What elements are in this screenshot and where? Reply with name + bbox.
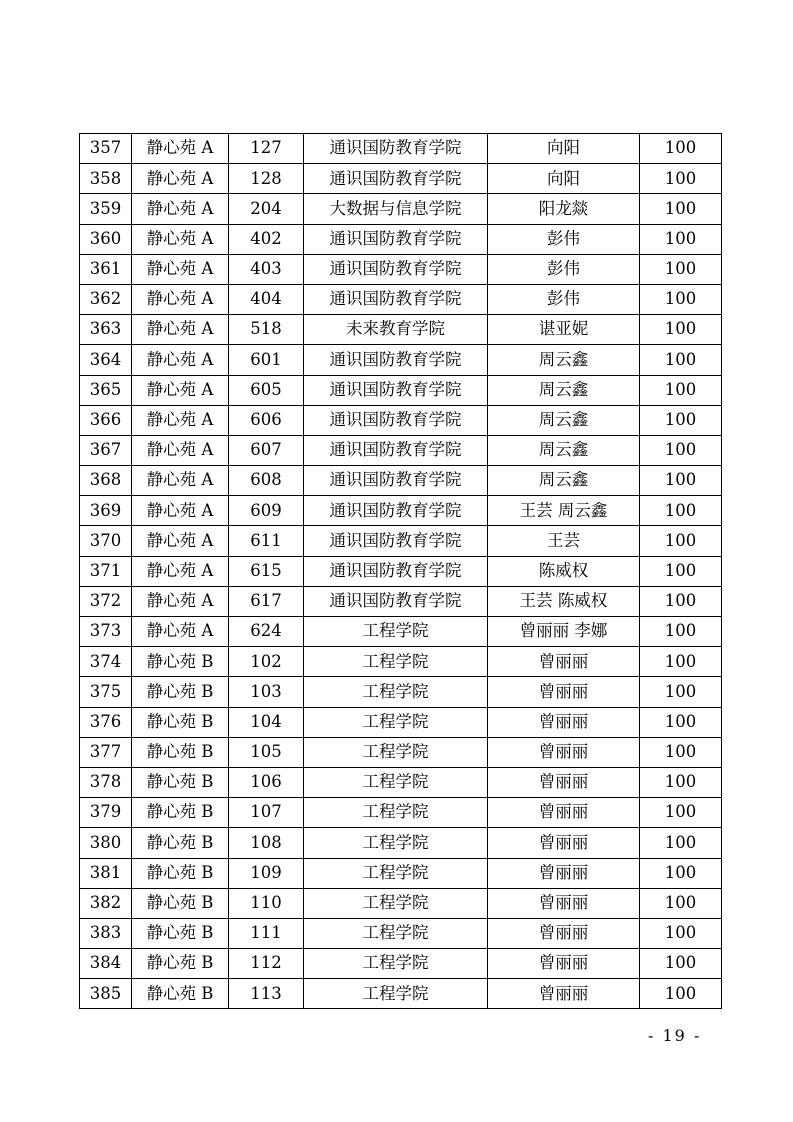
cell-room: 113 — [229, 979, 304, 1009]
cell-building: 静心苑 B — [132, 828, 229, 858]
cell-department: 工程学院 — [304, 979, 488, 1009]
cell-room: 104 — [229, 707, 304, 737]
cell-score: 100 — [640, 315, 722, 345]
cell-person: 曾丽丽 — [488, 767, 640, 797]
cell-department: 通识国防教育学院 — [304, 345, 488, 375]
table-row — [80, 134, 722, 164]
cell-person: 曾丽丽 — [488, 979, 640, 1009]
cell-seq: 378 — [80, 767, 132, 797]
cell-person: 周云鑫 — [488, 466, 640, 496]
cell-score: 100 — [640, 647, 722, 677]
cell-seq: 384 — [80, 949, 132, 979]
cell-building: 静心苑 B — [132, 798, 229, 828]
cell-person: 王芸 陈威权 — [488, 586, 640, 616]
cell-score: 100 — [640, 496, 722, 526]
cell-score: 100 — [640, 254, 722, 284]
cell-room: 615 — [229, 556, 304, 586]
cell-seq: 357 — [80, 134, 132, 164]
cell-score: 100 — [640, 586, 722, 616]
cell-seq: 367 — [80, 435, 132, 465]
cell-person: 曾丽丽 — [488, 888, 640, 918]
cell-score: 100 — [640, 858, 722, 888]
cell-score: 100 — [640, 707, 722, 737]
table-row — [80, 375, 722, 405]
cell-seq: 375 — [80, 677, 132, 707]
cell-building: 静心苑 A — [132, 586, 229, 616]
cell-building: 静心苑 A — [132, 435, 229, 465]
cell-score: 100 — [640, 435, 722, 465]
cell-building: 静心苑 A — [132, 194, 229, 224]
cell-seq: 381 — [80, 858, 132, 888]
table-row — [80, 888, 722, 918]
cell-person: 曾丽丽 — [488, 828, 640, 858]
cell-building: 静心苑 A — [132, 345, 229, 375]
cell-room: 204 — [229, 194, 304, 224]
cell-room: 111 — [229, 918, 304, 948]
cell-seq: 359 — [80, 194, 132, 224]
cell-score: 100 — [640, 375, 722, 405]
cell-person: 曾丽丽 — [488, 707, 640, 737]
cell-seq: 379 — [80, 798, 132, 828]
cell-score: 100 — [640, 224, 722, 254]
cell-seq: 374 — [80, 647, 132, 677]
cell-department: 工程学院 — [304, 828, 488, 858]
dormitory-score-table — [79, 133, 722, 1009]
table-row — [80, 677, 722, 707]
table-row — [80, 254, 722, 284]
cell-department: 工程学院 — [304, 677, 488, 707]
cell-room: 624 — [229, 617, 304, 647]
table-row — [80, 918, 722, 948]
table-row — [80, 828, 722, 858]
table-row — [80, 798, 722, 828]
cell-department: 工程学院 — [304, 737, 488, 767]
cell-room: 105 — [229, 737, 304, 767]
cell-person: 谌亚妮 — [488, 315, 640, 345]
cell-person: 周云鑫 — [488, 405, 640, 435]
cell-building: 静心苑 B — [132, 737, 229, 767]
cell-department: 通识国防教育学院 — [304, 254, 488, 284]
cell-room: 127 — [229, 134, 304, 164]
cell-department: 未来教育学院 — [304, 315, 488, 345]
cell-seq: 369 — [80, 496, 132, 526]
cell-building: 静心苑 B — [132, 858, 229, 888]
cell-department: 通识国防教育学院 — [304, 284, 488, 314]
cell-seq: 361 — [80, 254, 132, 284]
cell-score: 100 — [640, 164, 722, 194]
cell-department: 通识国防教育学院 — [304, 224, 488, 254]
cell-building: 静心苑 B — [132, 888, 229, 918]
table-row — [80, 194, 722, 224]
cell-department: 通识国防教育学院 — [304, 435, 488, 465]
cell-room: 103 — [229, 677, 304, 707]
cell-seq: 371 — [80, 556, 132, 586]
cell-room: 402 — [229, 224, 304, 254]
cell-seq: 365 — [80, 375, 132, 405]
table-row — [80, 979, 722, 1009]
cell-person: 周云鑫 — [488, 435, 640, 465]
cell-room: 608 — [229, 466, 304, 496]
cell-person: 曾丽丽 — [488, 798, 640, 828]
cell-person: 陈威权 — [488, 556, 640, 586]
cell-score: 100 — [640, 918, 722, 948]
cell-seq: 366 — [80, 405, 132, 435]
cell-room: 601 — [229, 345, 304, 375]
cell-person: 王芸 — [488, 526, 640, 556]
cell-person: 周云鑫 — [488, 375, 640, 405]
table-row — [80, 556, 722, 586]
cell-score: 100 — [640, 979, 722, 1009]
cell-building: 静心苑 B — [132, 949, 229, 979]
cell-score: 100 — [640, 677, 722, 707]
cell-seq: 377 — [80, 737, 132, 767]
cell-person: 彭伟 — [488, 224, 640, 254]
cell-department: 工程学院 — [304, 647, 488, 677]
cell-person: 王芸 周云鑫 — [488, 496, 640, 526]
cell-seq: 385 — [80, 979, 132, 1009]
cell-score: 100 — [640, 345, 722, 375]
cell-seq: 373 — [80, 617, 132, 647]
cell-seq: 383 — [80, 918, 132, 948]
cell-building: 静心苑 A — [132, 164, 229, 194]
cell-department: 通识国防教育学院 — [304, 405, 488, 435]
cell-seq: 370 — [80, 526, 132, 556]
cell-building: 静心苑 B — [132, 647, 229, 677]
cell-department: 工程学院 — [304, 767, 488, 797]
cell-seq: 380 — [80, 828, 132, 858]
cell-building: 静心苑 A — [132, 254, 229, 284]
cell-department: 通识国防教育学院 — [304, 134, 488, 164]
cell-person: 曾丽丽 — [488, 647, 640, 677]
cell-department: 工程学院 — [304, 949, 488, 979]
cell-department: 通识国防教育学院 — [304, 556, 488, 586]
cell-room: 403 — [229, 254, 304, 284]
cell-department: 通识国防教育学院 — [304, 375, 488, 405]
cell-person: 曾丽丽 — [488, 949, 640, 979]
cell-room: 128 — [229, 164, 304, 194]
cell-score: 100 — [640, 949, 722, 979]
cell-building: 静心苑 B — [132, 767, 229, 797]
cell-building: 静心苑 A — [132, 134, 229, 164]
cell-building: 静心苑 B — [132, 707, 229, 737]
cell-room: 106 — [229, 767, 304, 797]
cell-room: 102 — [229, 647, 304, 677]
table-body — [80, 134, 722, 1009]
cell-room: 108 — [229, 828, 304, 858]
cell-seq: 382 — [80, 888, 132, 918]
cell-department: 工程学院 — [304, 918, 488, 948]
cell-score: 100 — [640, 798, 722, 828]
cell-department: 通识国防教育学院 — [304, 526, 488, 556]
cell-building: 静心苑 A — [132, 315, 229, 345]
cell-department: 通识国防教育学院 — [304, 496, 488, 526]
cell-seq: 362 — [80, 284, 132, 314]
cell-building: 静心苑 A — [132, 466, 229, 496]
cell-person: 曾丽丽 李娜 — [488, 617, 640, 647]
cell-room: 605 — [229, 375, 304, 405]
cell-department: 通识国防教育学院 — [304, 586, 488, 616]
table-row — [80, 284, 722, 314]
cell-department: 通识国防教育学院 — [304, 466, 488, 496]
cell-building: 静心苑 B — [132, 677, 229, 707]
cell-person: 曾丽丽 — [488, 677, 640, 707]
cell-score: 100 — [640, 134, 722, 164]
table-row — [80, 164, 722, 194]
cell-building: 静心苑 A — [132, 526, 229, 556]
cell-room: 611 — [229, 526, 304, 556]
cell-room: 617 — [229, 586, 304, 616]
table-row — [80, 224, 722, 254]
cell-seq: 360 — [80, 224, 132, 254]
cell-building: 静心苑 A — [132, 284, 229, 314]
cell-building: 静心苑 B — [132, 979, 229, 1009]
cell-score: 100 — [640, 526, 722, 556]
cell-building: 静心苑 A — [132, 617, 229, 647]
table-row — [80, 496, 722, 526]
document-page — [79, 133, 718, 1009]
cell-person: 彭伟 — [488, 284, 640, 314]
cell-score: 100 — [640, 828, 722, 858]
cell-score: 100 — [640, 617, 722, 647]
table-row — [80, 647, 722, 677]
cell-building: 静心苑 A — [132, 405, 229, 435]
cell-person: 曾丽丽 — [488, 918, 640, 948]
cell-person: 向阳 — [488, 164, 640, 194]
cell-seq: 372 — [80, 586, 132, 616]
cell-department: 工程学院 — [304, 858, 488, 888]
cell-seq: 364 — [80, 345, 132, 375]
table-row — [80, 858, 722, 888]
table-row — [80, 405, 722, 435]
cell-room: 110 — [229, 888, 304, 918]
cell-person: 曾丽丽 — [488, 858, 640, 888]
cell-department: 工程学院 — [304, 798, 488, 828]
cell-score: 100 — [640, 194, 722, 224]
cell-seq: 363 — [80, 315, 132, 345]
cell-building: 静心苑 B — [132, 918, 229, 948]
table-row — [80, 435, 722, 465]
cell-person: 彭伟 — [488, 254, 640, 284]
cell-score: 100 — [640, 556, 722, 586]
cell-room: 107 — [229, 798, 304, 828]
table-row — [80, 617, 722, 647]
table-row — [80, 345, 722, 375]
cell-room: 518 — [229, 315, 304, 345]
cell-score: 100 — [640, 284, 722, 314]
table-row — [80, 737, 722, 767]
cell-room: 607 — [229, 435, 304, 465]
cell-department: 通识国防教育学院 — [304, 164, 488, 194]
cell-person: 阳龙燚 — [488, 194, 640, 224]
cell-department: 工程学院 — [304, 888, 488, 918]
cell-building: 静心苑 A — [132, 224, 229, 254]
cell-seq: 368 — [80, 466, 132, 496]
cell-person: 曾丽丽 — [488, 737, 640, 767]
cell-department: 大数据与信息学院 — [304, 194, 488, 224]
cell-person: 周云鑫 — [488, 345, 640, 375]
table-row — [80, 949, 722, 979]
cell-department: 工程学院 — [304, 617, 488, 647]
cell-room: 606 — [229, 405, 304, 435]
cell-seq: 358 — [80, 164, 132, 194]
cell-room: 404 — [229, 284, 304, 314]
table-row — [80, 466, 722, 496]
page-number: - 19 - — [648, 1026, 702, 1045]
table-row — [80, 526, 722, 556]
cell-room: 609 — [229, 496, 304, 526]
cell-department: 工程学院 — [304, 707, 488, 737]
cell-building: 静心苑 A — [132, 556, 229, 586]
cell-score: 100 — [640, 737, 722, 767]
cell-room: 109 — [229, 858, 304, 888]
table-row — [80, 707, 722, 737]
cell-score: 100 — [640, 888, 722, 918]
cell-building: 静心苑 A — [132, 496, 229, 526]
cell-score: 100 — [640, 767, 722, 797]
table-row — [80, 315, 722, 345]
cell-building: 静心苑 A — [132, 375, 229, 405]
cell-score: 100 — [640, 466, 722, 496]
cell-person: 向阳 — [488, 134, 640, 164]
cell-room: 112 — [229, 949, 304, 979]
table-row — [80, 586, 722, 616]
cell-score: 100 — [640, 405, 722, 435]
cell-seq: 376 — [80, 707, 132, 737]
table-row — [80, 767, 722, 797]
